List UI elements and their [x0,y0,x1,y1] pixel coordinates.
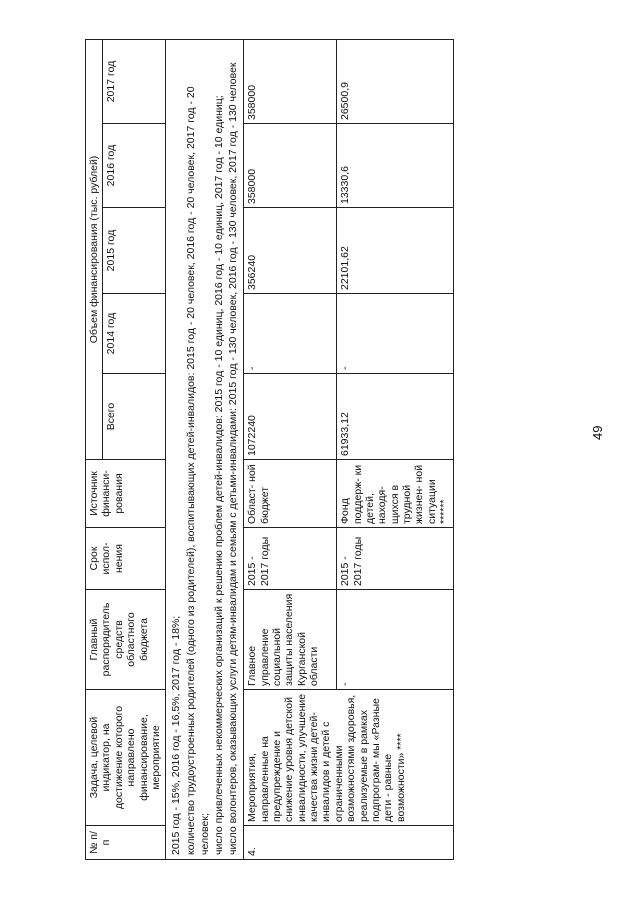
row-2017: 26500,9 [337,39,453,123]
indicator-line: число волонтеров, оказывающих услуги детям-инвалидам и семьям с детьми-инвалидами: 2015 год - 130 человек, 2016 год - 130 человек, 2017 год - 130 человек [227,62,240,855]
rotated-table-sheet [85,40,555,860]
header-task: Задача, целевой индикатор, на достижение которого направлено финансирование, мероприятие [86,690,166,826]
row-total: 61933,12 [337,374,453,460]
indicators-row [166,39,244,859]
header-2017: 2017 год [103,39,166,123]
page-number: 49 [590,425,605,440]
header-row [86,39,103,859]
row-2014: - [244,294,337,374]
indicators-cell [166,39,244,859]
row-task: Мероприятия, направленные на предупреждение и снижение уровня детской инвалидности, улучшение качества жизни детей-инвалидов и детей с ограниченными возможностями здоровья, реализуемые в рамках подпрограм- мы «Разные дети - равные возможности» **** [244,690,453,826]
header-total: Всего [103,374,166,460]
indicator-line: 2015 год - 15%, 2016 год - 16,5%, 2017 год - 18%; [170,615,183,855]
header-source: Источник финанси- рования [86,460,166,528]
row-2016: 13330,6 [337,124,453,208]
row-2017: 358000 [244,39,337,123]
row-manager: Главное управление социальной защиты населения Курганской области [244,590,337,690]
row-total: 1072240 [244,374,337,460]
row-2015: 22101,62 [337,208,453,294]
row-source: Фонд поддерж- ки детей, находя- щихся в трудной жизнен- ной ситуации ****** [337,460,453,528]
header-2016: 2016 год [103,124,166,208]
row-num: 4. [244,826,453,860]
header-term: Срок испол- нения [86,528,166,590]
header-2014: 2014 год [103,294,166,374]
row-term: 2015 - 2017 годы [244,528,337,590]
row-source: Област- ной бюджет [244,460,337,528]
funding-table [85,39,454,860]
indicator-line: число привлеченных некоммерческих организаций к решению проблем детей-инвалидов: 2015 год - 10 единиц, 2016 год - 10 единиц, 2017 год - 10 единиц; [212,95,225,855]
header-2015: 2015 год [103,208,166,294]
row-2014: - [337,294,453,374]
indicator-line: количество трудоустроенных родителей (одного из родителей), воспитывающих детей-инвалидов: 2015 год - 20 человек, 2016 год - 20 человек, 2017 год - 20 человек; [184,86,211,855]
row-2015: 356240 [244,208,337,294]
header-funding: Объем финансирования (тыс. рублей) [86,39,103,459]
header-manager: Главный распорядитель средств областного бюджета [86,590,166,690]
header-num: № п/п [86,826,166,860]
row-term: 2015 - 2017 годы [337,528,453,590]
table-row [244,39,337,859]
row-manager: - [337,590,453,690]
row-2016: 358000 [244,124,337,208]
